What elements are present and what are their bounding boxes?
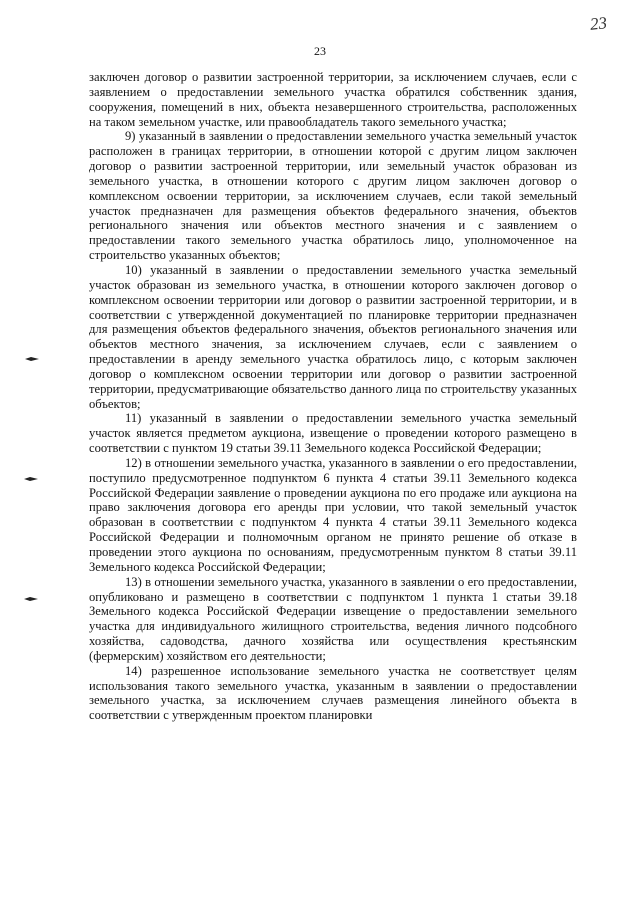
binding-mark-icon	[24, 476, 38, 482]
binding-mark-icon	[25, 356, 39, 362]
document-body	[89, 70, 577, 723]
paragraph-item-14: 14) разрешенное использование земельного участка не соответствует целям использования такого земельного участка, указанным в заявлении о предоставлении земельного участка, за исключением случаев размещения линейного объекта в соответствии с утвержденным проектом планировки	[89, 663, 577, 723]
paragraph-item-12: 12) в отношении земельного участка, указанного в заявлении о его предоставлении, поступило предусмотренное подпунктом 6 пункта 4 статьи 39.11 Земельного кодекса Российской Федерации заявление о проведении аукциона по его продаже или аукциона на право заключения договора его аренды при условии, что такой земельный участок образован в соответствии с подпунктом 4 пункта 4 статьи 39.11 Земельного кодекса Российской Федерации и полномочным органом не принято решение об отказе в проведении этого аукциона по основаниям, предусмотренным пунктом 8 статьи 39.11 Земельного кодекса Российской Федерации;	[89, 455, 577, 574]
paragraph-item-13: 13) в отношении земельного участка, указанного в заявлении о его предоставлении, опубликовано и размещено в соответствии с подпунктом 1 пункта 1 статьи 39.18 Земельного кодекса Российской Федерации извещение о предоставлении земельного участка для индивидуального жилищного строительства, ведения личного подсобного хозяйства, садоводства, дачного хозяйства или осуществления крестьянским (фермерским) хозяйством его деятельности;	[89, 574, 577, 663]
handwritten-page-number: 23	[589, 13, 608, 34]
page-number: 23	[314, 44, 326, 58]
paragraph-item-9: 9) указанный в заявлении о предоставлении земельного участка земельный участок расположен в границах территории, в отношении которой с другим лицом заключен договор о развитии застроенной территории, или земельный участок образован из земельного участка, в отношении которого с другим лицом заключен договор о комплексном освоении территории, за исключением случаев, если такой земельный участок предназначен для размещения объектов федерального значения, объектов регионального значения или объектов местного значения и с заявлением о предоставлении такого земельного участка обратилось лицо, уполномоченное на строительство указанных объектов;	[89, 129, 577, 263]
paragraph-item-11: 11) указанный в заявлении о предоставлении земельного участка земельный участок является предметом аукциона, извещение о проведении которого размещено в соответствии с пунктом 19 статьи 39.11 Земельного кодекса Российской Федерации;	[89, 411, 577, 456]
paragraph-continuation: заключен договор о развитии застроенной территории, за исключением случаев, если с заявлением о предоставлении земельного участка обратился собственник здания, сооружения, помещений в них, объекта незавершенного строительства, расположенных на таком земельном участке, или правообладатель такого земельного участка;	[89, 70, 577, 129]
binding-mark-icon	[24, 596, 38, 602]
paragraph-item-10: 10) указанный в заявлении о предоставлении земельного участка земельный участок образован из земельного участка, в отношении которого заключен договор о комплексном освоении территории или договор о развитии застроенной территории, и в соответствии с утвержденной документацией по планировке территории предназначен для размещения объектов федерального значения, объектов регионального значения или объектов местного значения, за исключением случаев, если с заявлением о предоставлении в аренду земельного участка обратилось лицо, с которым заключен договор о комплексном освоении территории или договор о развитии застроенной территории, предусматривающие обязательство данного лица по строительству указанных объектов;	[89, 262, 577, 411]
